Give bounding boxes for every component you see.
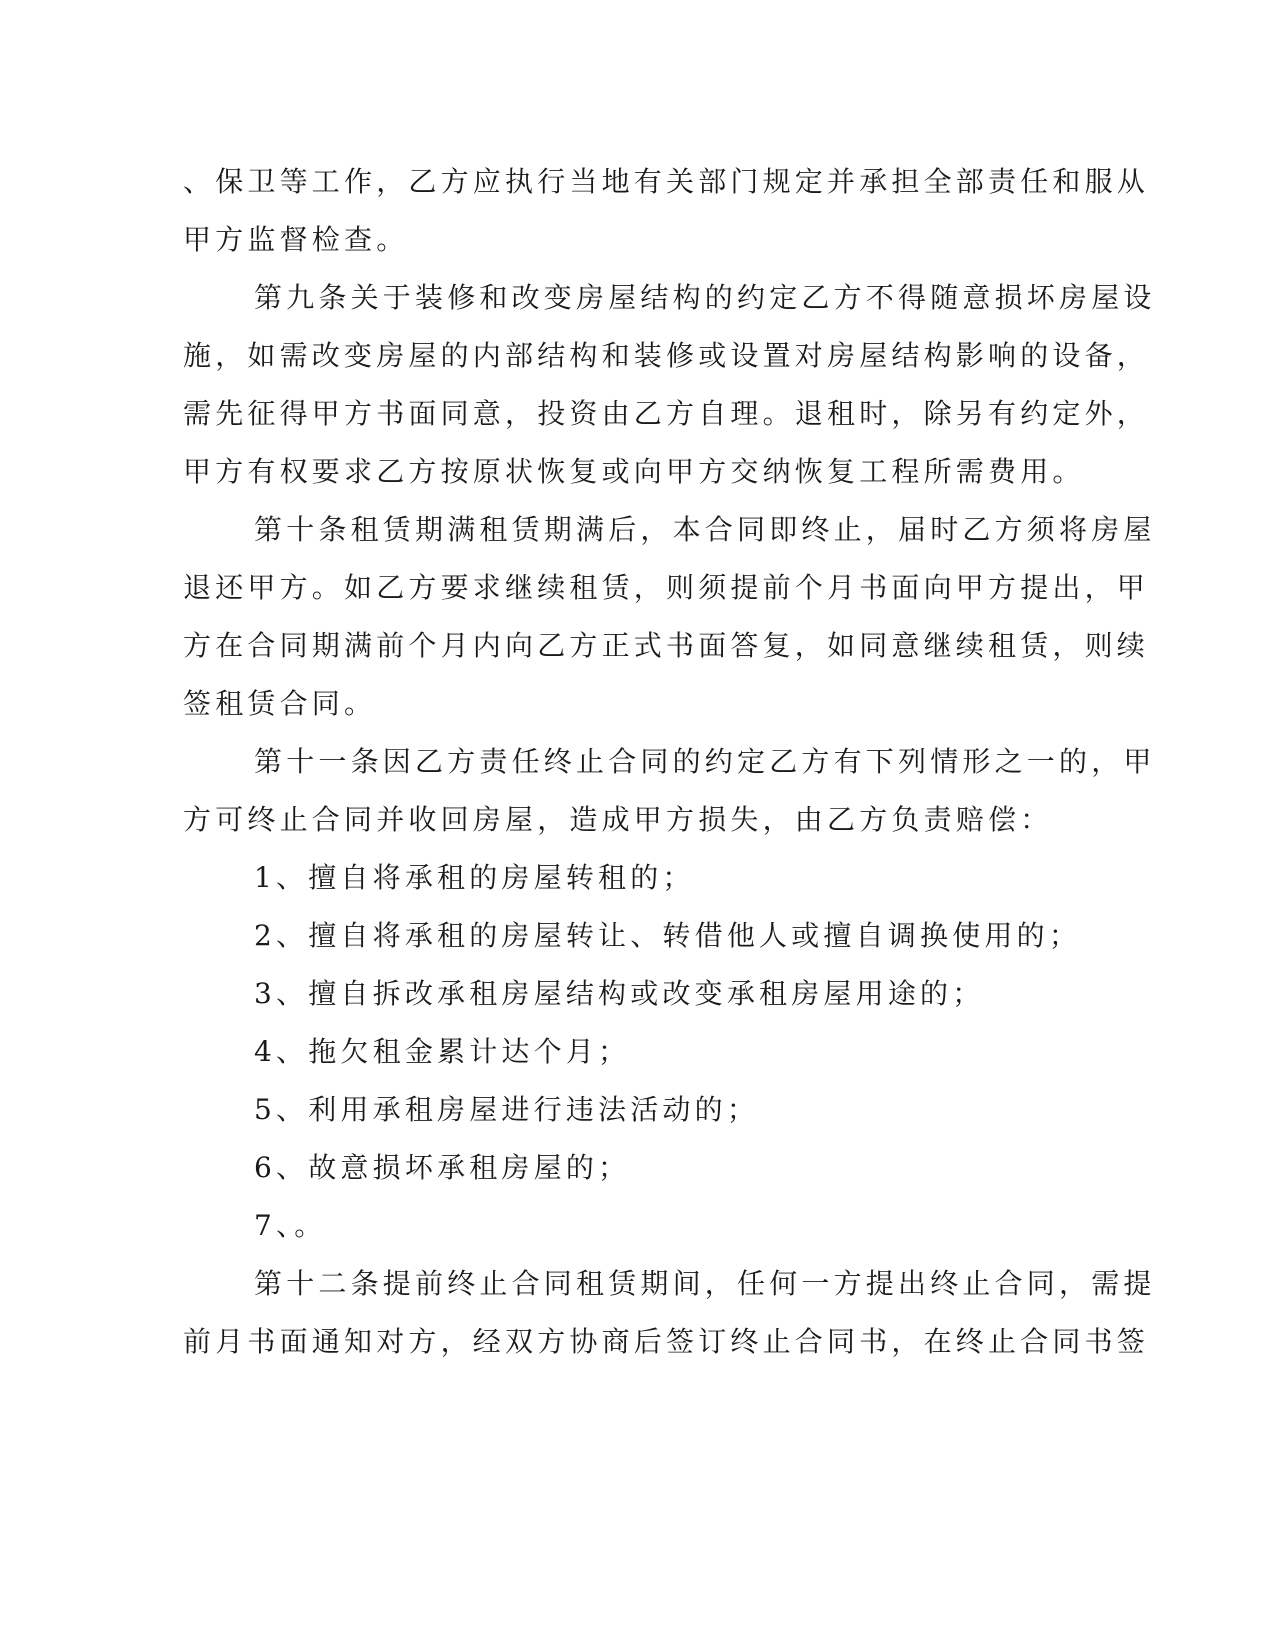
list-item-2: 2、擅自将承租的房屋转让、转借他人或擅自调换使用的； (254, 919, 1082, 952)
text-line: 方可终止合同并收回房屋，造成甲方损失，由乙方负责赔偿： (183, 803, 1053, 836)
text-line: 退还甲方。如乙方要求继续租赁，则须提前个月书面向甲方提出，甲 (183, 571, 1150, 604)
text-line: 甲方监督检查。 (183, 223, 409, 256)
text-line: 前月书面通知对方，经双方协商后签订终止合同书，在终止合同书签 (183, 1325, 1150, 1358)
list-item-5: 5、利用承租房屋进行违法活动的； (254, 1093, 760, 1126)
text-line: 需先征得甲方书面同意，投资由乙方自理。退租时，除另有约定外， (183, 397, 1150, 430)
paragraph-start-article-9: 第九条关于装修和改变房屋结构的约定乙方不得随意损坏房屋设 (254, 281, 1156, 314)
list-item-3: 3、擅自拆改承租房屋结构或改变承租房屋用途的； (254, 977, 985, 1010)
text-line: 方在合同期满前个月内向乙方正式书面答复，如同意继续租赁，则续 (183, 629, 1150, 662)
list-item-1: 1、擅自将承租的房屋转租的； (254, 861, 695, 894)
text-line: 甲方有权要求乙方按原状恢复或向甲方交纳恢复工程所需费用。 (183, 455, 1085, 488)
list-item-4: 4、拖欠租金累计达个月； (254, 1035, 631, 1068)
text-line: 签租赁合同。 (183, 687, 377, 720)
list-item-6: 6、故意损坏承租房屋的； (254, 1151, 631, 1184)
paragraph-start-article-12: 第十二条提前终止合同租赁期间，任何一方提出终止合同，需提 (254, 1267, 1156, 1300)
paragraph-start-article-10: 第十条租赁期满租赁期满后，本合同即终止，届时乙方须将房屋 (254, 513, 1156, 546)
text-line: 、保卫等工作，乙方应执行当地有关部门规定并承担全部责任和服从 (183, 165, 1150, 198)
text-line: 施，如需改变房屋的内部结构和装修或设置对房屋结构影响的设备， (183, 339, 1150, 372)
paragraph-start-article-11: 第十一条因乙方责任终止合同的约定乙方有下列情形之一的，甲 (254, 745, 1156, 778)
list-item-7: 7、。 (254, 1209, 327, 1242)
